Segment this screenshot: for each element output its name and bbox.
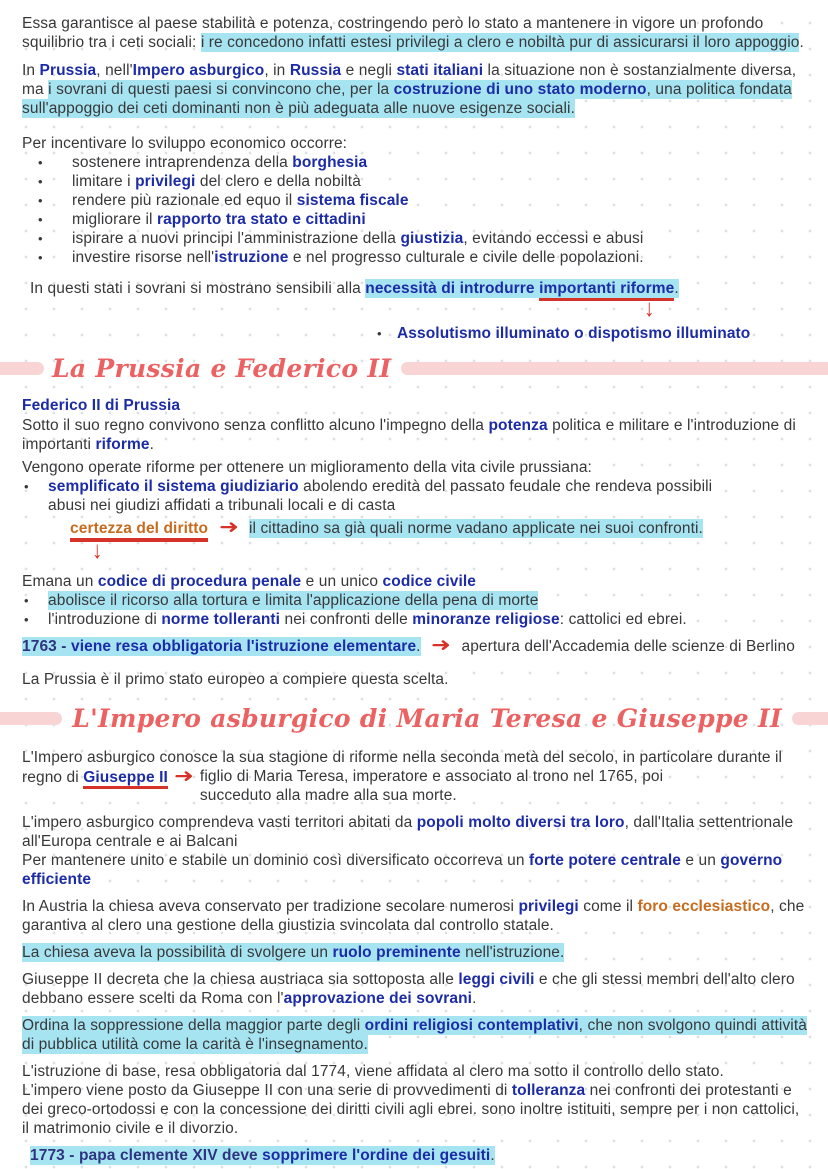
section-title: L'Impero asburgico di Maria Teresa e Giuseppe II <box>72 704 782 733</box>
intro-paragraph-2 <box>22 61 810 118</box>
list-item-text <box>72 153 367 172</box>
text-run: rendere più razionale ed equo il <box>72 192 297 209</box>
list-item-text <box>72 191 409 210</box>
certezza-arrow-row <box>22 537 810 566</box>
text-run: In <box>22 62 40 79</box>
line-1763 <box>22 636 810 656</box>
arrow-down-icon: ↓ <box>644 295 655 322</box>
ribbon-left <box>0 712 62 725</box>
text-run: , che garantiva al clero una gestione della giustizia svincolata dal controllo statale. <box>22 898 805 934</box>
text-run: limitare i <box>72 173 136 190</box>
text-run: investire risorse nell' <box>72 249 215 266</box>
text-run: In Austria la chiesa aveva conservato per tradizione secolare numerosi <box>22 898 519 915</box>
ribbon-right <box>401 362 828 375</box>
bullet-icon: • <box>38 212 43 227</box>
list-item <box>22 153 810 172</box>
styled-text-run: i re concedono infatti estesi privilegi a clero e nobiltà pur di assicurarsi il loro appoggio <box>200 34 800 51</box>
asburgo-paragraph-7 <box>22 1081 810 1138</box>
asburgo-paragraph-1 <box>22 748 810 805</box>
styled-text-run: minoranze religiose <box>412 611 560 628</box>
styled-text-run: . <box>674 280 679 297</box>
text-run: Sotto il suo regno convivono senza conflitto alcuno l'impegno della <box>22 417 489 434</box>
styled-text-run: tolleranza <box>511 1082 586 1099</box>
styled-text-run: , una politica fondata sull'appoggio dei ceti dominanti non è più adeguata alle nuove esigenze sociali. <box>22 81 792 117</box>
text-run: sostenere intraprendenza della <box>72 154 293 171</box>
asburgo-p1-pre: L'Impero asburgico conosce la sua stagione di riforme nella seconda metà del secolo, in particolare durante il regno di <box>22 749 783 786</box>
text-run: e nel progresso culturale e civile delle popolazioni. <box>288 249 644 266</box>
text-run: Per mantenere unito e stabile un dominio così diversificato occorreva un <box>22 852 530 869</box>
text-run: L'impero viene posto da Giuseppe II con una serie di provvedimenti di <box>22 1082 512 1099</box>
arrow-right-icon: ➜ <box>173 766 194 787</box>
styled-text-run: 1773 - papa clemente XIV deve <box>30 1147 263 1164</box>
giuseppe-term: Giuseppe II <box>83 769 168 786</box>
styled-text-run: stati italiani <box>396 62 484 79</box>
line-1763-note: apertura dell'Accademia delle scienze di Berlino <box>461 638 795 655</box>
text-run: , nell' <box>96 62 133 79</box>
list-item <box>22 210 810 229</box>
styled-text-run: forte potere centrale <box>529 852 681 869</box>
list-item-text <box>72 229 643 248</box>
styled-text-run: riforme <box>95 436 150 453</box>
asburgo-paragraph-4 <box>22 897 810 935</box>
list-item <box>22 229 810 248</box>
bullet-icon: • <box>38 250 43 265</box>
styled-text-run: sopprimere l'ordine dei gesuiti <box>262 1147 491 1164</box>
styled-text-run: necessità di introdurre <box>365 280 540 297</box>
reforms-sentence <box>22 279 810 298</box>
list-item-text <box>48 610 687 629</box>
list-item-text <box>48 477 748 515</box>
bullet-icon: • <box>24 593 29 608</box>
list-item-text <box>72 248 644 267</box>
list-item <box>22 477 810 515</box>
styled-text-run: privilegi <box>518 898 579 915</box>
text-run: e un <box>681 852 721 869</box>
styled-text-run: viene resa obbligatoria l'istruzione elementare <box>70 638 417 655</box>
text-run: . <box>149 436 154 453</box>
line-1763-text <box>22 637 421 656</box>
text-run: In questi stati i sovrani si mostrano sensibili alla <box>30 280 366 297</box>
styled-text-run: costruzione di uno stato moderno <box>393 81 647 98</box>
styled-text-run: foro ecclesiastico <box>637 898 771 915</box>
asburgo-paragraph-2 <box>22 813 810 851</box>
prussia-closing: La Prussia è il primo stato europeo a compiere questa scelta. <box>22 671 449 688</box>
styled-text-run: potenza <box>488 417 548 434</box>
text-run: abolendo eredità del passato feudale che rendeva possibili abusi nei giudizi affidati a tribunali locali e di casta <box>48 478 713 514</box>
bullet-icon: • <box>38 231 43 246</box>
styled-text-run: istruzione <box>214 249 289 266</box>
certezza-term: certezza del diritto <box>70 520 209 537</box>
bullet-icon: • <box>38 193 43 208</box>
economy-intro: Per incentivare lo sviluppo economico occorre: <box>22 135 348 152</box>
text-run: nei confronti dei protestanti e dei greco-ortodossi e con la concessione dei diritti civili agli ebrei. sono inoltre istituiti, sempre per i non cattolici, il matrimonio civile e il divorzio. <box>22 1082 800 1137</box>
text-run: , dall'Italia settentrionale all'Europa centrale e ai Balcani <box>22 814 794 850</box>
line-1773 <box>22 1146 810 1165</box>
asburgo-paragraph-3 <box>22 851 810 889</box>
styled-text-run: privilegi <box>135 173 196 190</box>
text-run: migliorare il <box>72 211 157 228</box>
text-run: nei confronti delle <box>280 611 413 628</box>
list-item <box>22 172 810 191</box>
section-heading-asburgo <box>22 705 810 732</box>
bullet-icon: • <box>38 155 43 170</box>
arrow-right-icon: ➜ <box>218 517 239 538</box>
text-run: e negli <box>341 62 397 79</box>
section-heading-prussia <box>22 355 810 382</box>
giuseppe-side-note: figlio di Maria Teresa, imperatore e associato al trono nel 1765, poi succeduto alla madre alla sua morte. <box>199 768 664 804</box>
bullet-icon: • <box>24 479 29 494</box>
ribbon-left <box>0 362 44 375</box>
list-item-text <box>48 591 538 610</box>
styled-text-run: giustizia <box>400 230 464 247</box>
styled-text-run: nell'istruzione. <box>460 944 565 961</box>
list-item <box>22 610 810 629</box>
arrow-right-icon: ➜ <box>431 635 452 656</box>
text-run: , in <box>264 62 290 79</box>
text-run: l'introduzione di <box>48 611 162 628</box>
styled-text-run: approvazione dei sovrani <box>283 990 473 1007</box>
prussia-paragraph-2: Vengono operate riforme per ottenere un miglioramento della vita civile prussiana: <box>22 459 592 476</box>
absolutism-note-text: Assolutismo illuminato o dispotismo illuminato <box>397 325 751 342</box>
prussia-reforms-list <box>22 477 810 515</box>
text-run: ispirare a nuovi principi l'amministrazione della <box>72 230 401 247</box>
bullet-icon: • <box>377 326 382 341</box>
styled-text-run: Prussia <box>39 62 97 79</box>
styled-text-run: Impero asburgico <box>132 62 265 79</box>
bullet-icon: • <box>38 174 43 189</box>
styled-text-run: , che non svolgono quindi attività di pubblica utilità come la carità è l'insegnamento. <box>22 1017 807 1053</box>
styled-text-run: 1763 - <box>22 638 71 655</box>
asburgo-paragraph-5 <box>22 970 810 1008</box>
styled-text-run: . <box>490 1147 495 1164</box>
styled-text-run: codice civile <box>382 573 477 590</box>
styled-text-run: Ordina la soppressione della maggior parte degli <box>22 1017 365 1034</box>
text-run: e che gli stessi membri dell'alto clero debbano essere scelti da Roma con l' <box>22 971 795 1007</box>
styled-text-run: i sovrani di questi paesi si convincono che, per la <box>48 81 394 98</box>
styled-text-run: leggi civili <box>458 971 535 988</box>
asburgo-highlight-1 <box>22 943 810 962</box>
text-run: Emana un <box>22 573 98 590</box>
bullet-icon: • <box>24 612 29 627</box>
economy-section <box>22 134 810 267</box>
styled-text-run: La chiesa aveva la possibilità di svolgere un <box>22 944 333 961</box>
text-run: la situazione non è sostanzialmente diversa, ma <box>22 62 797 98</box>
asburgo-paragraph-6: L'istruzione di base, resa obbligatoria dal 1774, viene affidata al clero ma sotto il controllo dello stato. <box>22 1063 724 1080</box>
list-item-text <box>72 210 366 229</box>
styled-text-run: . <box>416 638 421 655</box>
text-run: Essa garantisce al paese stabilità e potenza, costringendo però lo stato a mantenere in vigore un profondo squilibrio tra i ceti sociali: <box>22 15 764 51</box>
text-run: e un unico <box>301 573 383 590</box>
prussia-paragraph-3 <box>22 572 810 591</box>
styled-text-run: sistema fiscale <box>296 192 409 209</box>
prussia-paragraph-1 <box>22 416 810 454</box>
styled-text-run: Russia <box>289 62 342 79</box>
styled-text-run: governo efficiente <box>22 852 783 888</box>
list-item <box>22 248 810 267</box>
text-run: : cattolici ed ebrei. <box>559 611 687 628</box>
certezza-note: il cittadino sa già quali norme vadano applicate nei suoi confronti. <box>248 520 703 537</box>
text-run: politica e militare e l'introduzione di importanti <box>22 417 796 453</box>
styled-text-run: rapporto tra stato e cittadini <box>156 211 366 228</box>
ribbon-right <box>792 712 828 725</box>
styled-text-run: borghesia <box>292 154 368 171</box>
styled-text-run: ruolo preminente <box>332 944 461 961</box>
intro-paragraph-1 <box>22 14 810 52</box>
text-run: come il <box>578 898 638 915</box>
styled-text-run: popoli molto diversi tra loro <box>416 814 625 831</box>
absolutism-note <box>377 324 810 343</box>
styled-text-run: abolisce il ricorso alla tortura e limita l'applicazione della pena di morte <box>48 592 539 609</box>
styled-text-run: semplificato il sistema giudiziario <box>48 478 299 495</box>
styled-text-run: importanti riforme <box>539 280 675 297</box>
arrow-down-icon: ↓ <box>92 537 103 564</box>
styled-text-run: ordini religiosi contemplativi <box>364 1017 579 1034</box>
section-title: La Prussia e Federico II <box>52 354 392 383</box>
text-run: L'impero asburgico comprendeva vasti territori abitati da <box>22 814 417 831</box>
text-run: del clero e della nobiltà <box>195 173 361 190</box>
styled-text-run: codice di procedura penale <box>97 573 302 590</box>
prussia-subtitle: Federico II di Prussia <box>22 397 181 414</box>
text-run: , evitando eccessi e abusi <box>463 230 644 247</box>
asburgo-highlight-2 <box>22 1016 810 1054</box>
certezza-line <box>70 518 810 538</box>
text-run: . <box>799 34 804 51</box>
text-run: . <box>472 990 477 1007</box>
styled-text-run: norme tolleranti <box>161 611 281 628</box>
list-item <box>22 591 810 610</box>
text-run: Giuseppe II decreta che la chiesa austriaca sia sottoposta alle <box>22 971 459 988</box>
reforms-arrow-row <box>22 295 810 324</box>
prussia-codes-list <box>22 591 810 629</box>
list-item <box>22 191 810 210</box>
list-item-text <box>72 172 361 191</box>
